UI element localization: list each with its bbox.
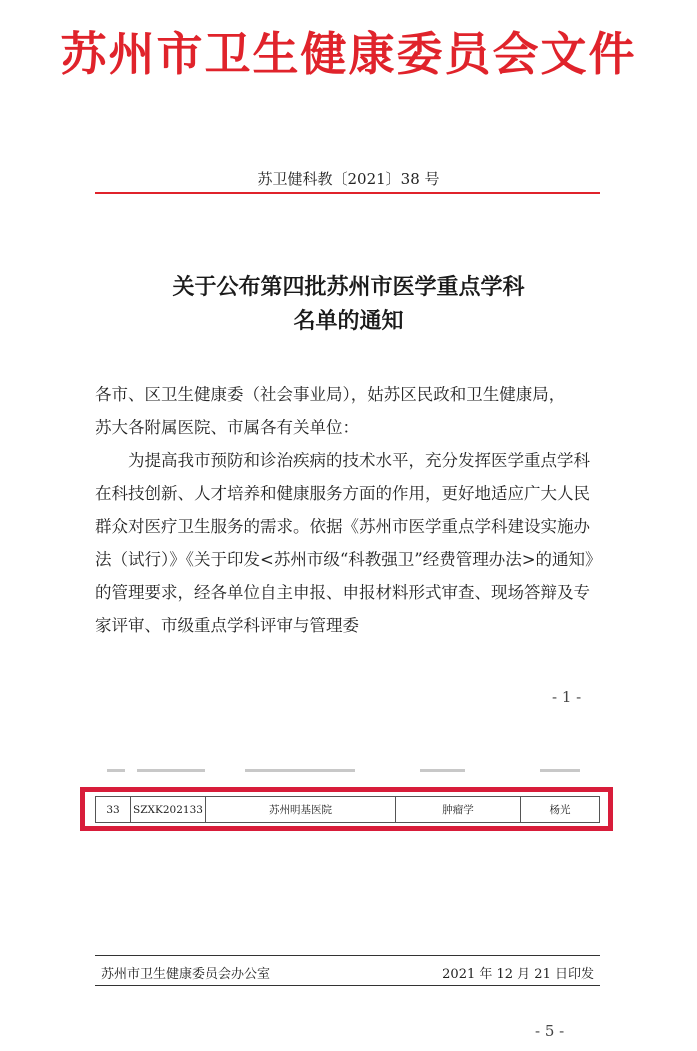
title-line-2: 名单的通知 <box>293 308 404 334</box>
footer <box>95 963 600 982</box>
table-previous-row-fragment <box>95 766 600 776</box>
footer-bottom-line <box>95 985 600 986</box>
row-hospital: 苏州明基医院 <box>206 797 396 822</box>
document-masthead: 苏州市卫生健康委员会文件 <box>60 27 637 81</box>
row-index: 33 <box>96 797 131 822</box>
red-divider-line <box>95 192 600 194</box>
addressee-line-1: 各市、区卫生健康委（社会事业局），姑苏区民政和卫生健康局， <box>95 385 566 404</box>
highlight-box <box>80 787 613 831</box>
page-number-1: - 1 - <box>552 688 582 706</box>
document-number: 苏卫健科教〔2021〕38 号 <box>257 170 440 188</box>
footer-date: 2021 年 12 月 21 日印发 <box>442 967 594 982</box>
addressee-line-2: 苏大各附属医院、市属各有关单位： <box>95 418 359 437</box>
body-text <box>95 378 605 642</box>
row-leader: 杨光 <box>549 804 571 816</box>
footer-top-line <box>95 955 600 956</box>
row-code: SZXK202133 <box>131 797 206 822</box>
body-paragraph: 为提高我市预防和诊治疾病的技术水平，充分发挥医学重点学科在科技创新、人才培养和健康服务方面的作用，更好地适应广大人民群众对医疗卫生服务的需求。依据《苏州市医学重点学科建设实施办法（试行）》《关于印发<苏州市级“科教强卫”经费管理办法>的通知》的管理要求，经各单位自主申报、申报材料形式审查、现场答辩及专家评审、市级重点学科评审与管理委 <box>95 451 602 635</box>
title-line-1: 关于公布第四批苏州市医学重点学科 <box>172 274 525 300</box>
row-discipline: 肿瘤学 <box>396 797 521 822</box>
footer-office: 苏州市卫生健康委员会办公室 <box>101 967 271 982</box>
page-number-5: - 5 - <box>535 1022 565 1040</box>
